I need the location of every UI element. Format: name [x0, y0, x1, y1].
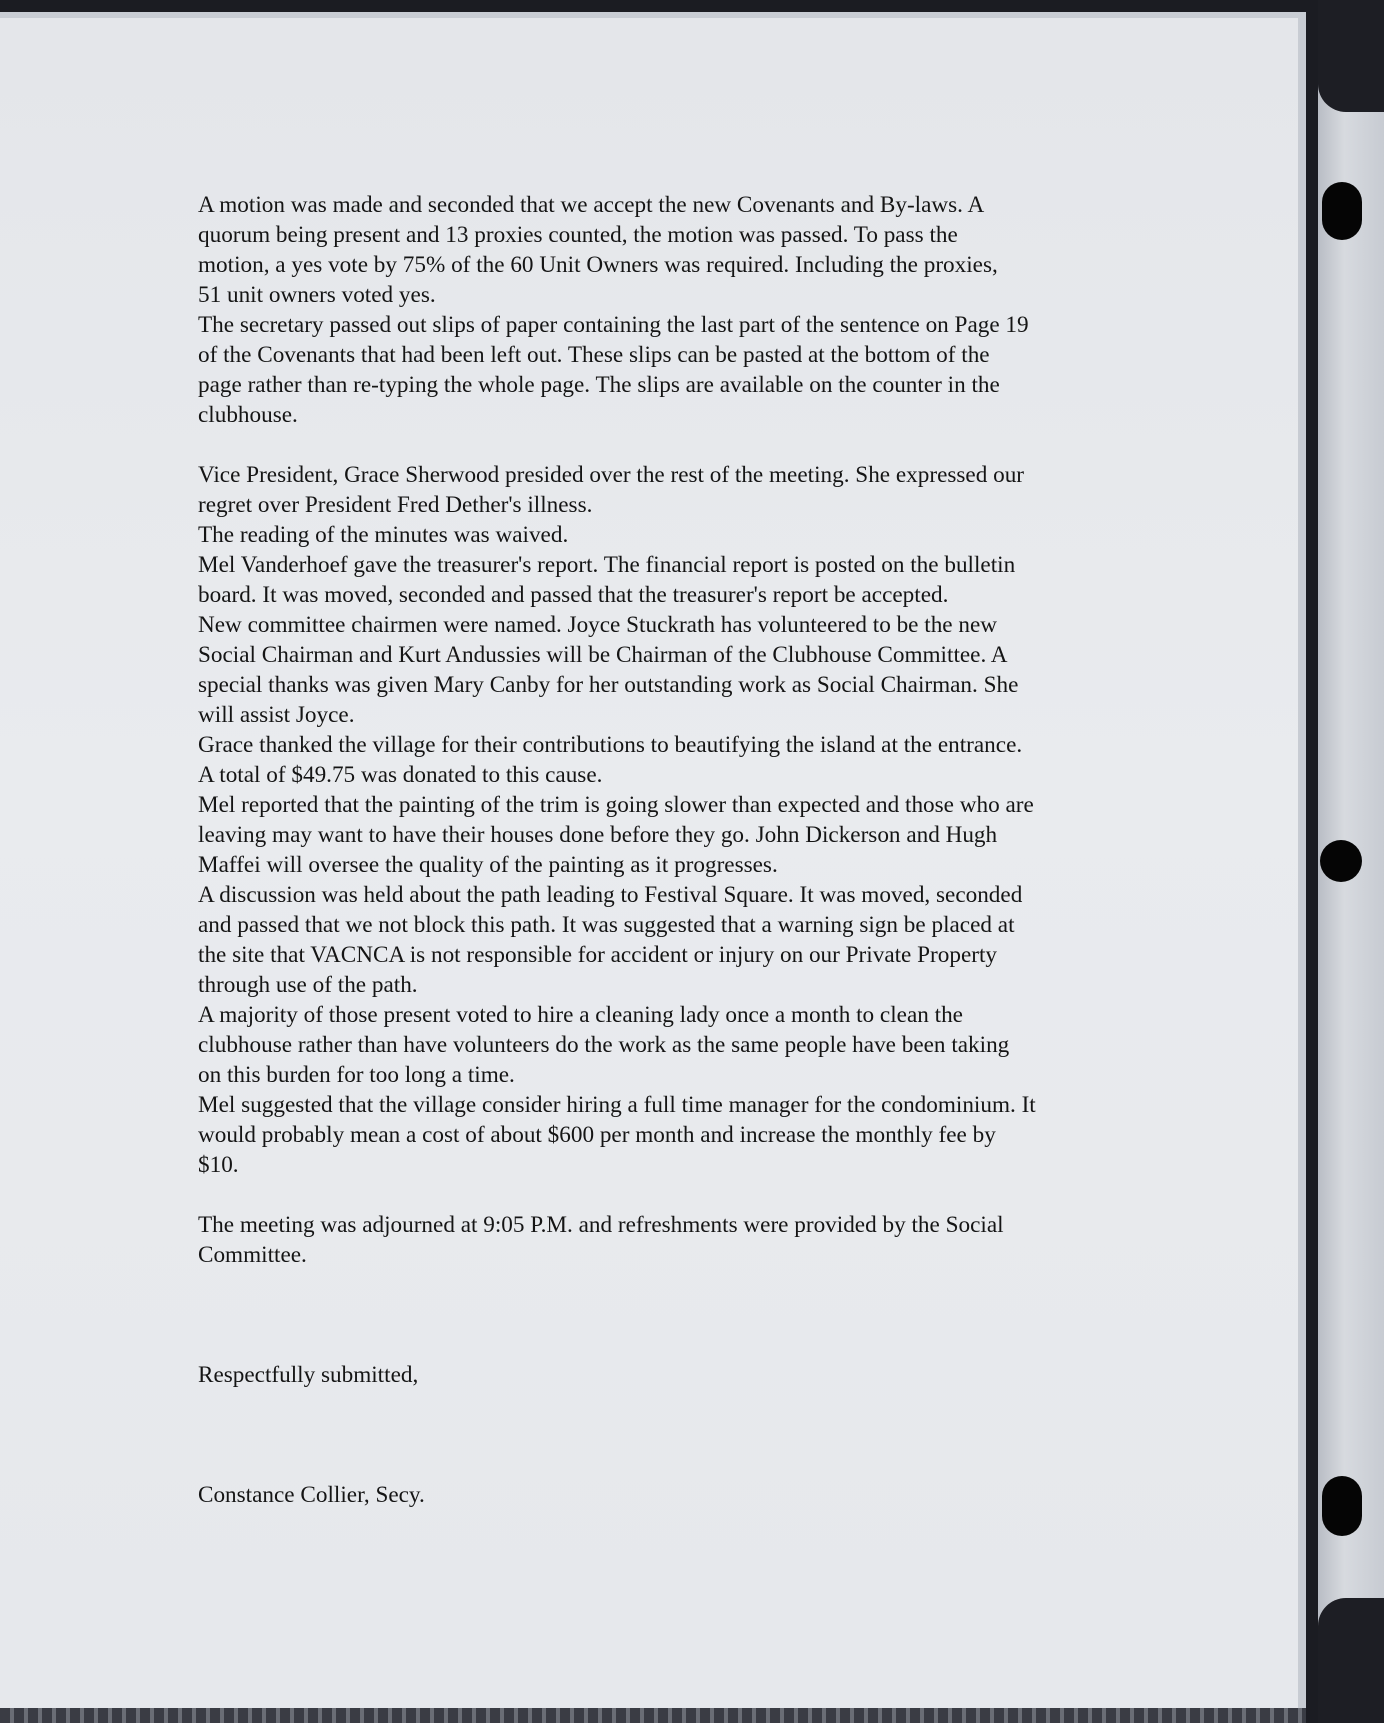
punch-hole-middle [1320, 840, 1362, 882]
punch-hole-top [1322, 182, 1362, 240]
paragraph-painting: Mel reported that the painting of the trim is going slower than expected and those who are leaving may want to have their houses done before they go. John Dickerson and Hugh Maffei will oversee the quality of the painting as it progresses. [198, 792, 1034, 878]
page-bottom-edge [0, 1708, 1306, 1723]
spacer [198, 430, 1128, 460]
paragraph-vice-president: Vice President, Grace Sherwood presided over the rest of the meeting. She expressed our regret over President Fred Dether's illness. [198, 462, 1025, 518]
paragraph-festival-path: A discussion was held about the path leading to Festival Square. It was moved, seconded and passed that we not block this path. It was suggested that a warning sign be placed at the site that VACNCA is not responsible for accident or injury on our Private Property through use of the path. [198, 882, 1023, 998]
closing-line: Respectfully submitted, [198, 1362, 419, 1388]
paragraph-adjourned: The meeting was adjourned at 9:05 P.M. and refreshments were provided by the Social Committee. [198, 1212, 1004, 1268]
spacer [198, 1390, 1128, 1480]
paragraph-treasurer-report: Mel Vanderhoef gave the treasurer's report. The financial report is posted on the bulletin board. It was moved, seconded and passed that the treasurer's report be accepted. [198, 552, 1016, 608]
paragraph-cleaning-lady: A majority of those present voted to hire a cleaning lady once a month to clean the clubhouse rather than have volunteers do the work as the same people have been taking on this burden for too long a time. [198, 1002, 1010, 1088]
paragraph-covenants-motion: A motion was made and seconded that we accept the new Covenants and By-laws. A quorum being present and 13 proxies counted, the motion was passed. To pass the motion, a yes vote by 75% of the 60 Unit Owners was required. Including the proxies, 51 unit owners voted yes. [198, 192, 998, 308]
punch-hole-bottom [1322, 1476, 1362, 1536]
paragraph-island-donations: Grace thanked the village for their contributions to beautifying the island at the entrance. A total of $49.75 was donated to this cause. [198, 732, 1023, 788]
signature-line: Constance Collier, Secy. [198, 1482, 425, 1508]
binder-bottom-tab [1318, 1598, 1384, 1723]
minutes-body [198, 190, 1128, 1510]
paragraph-committee-chairmen: New committee chairmen were named. Joyce Stuckrath has volunteered to be the new Social Chairman and Kurt Andussies will be Chairman of the Clubhouse Committee. A special thanks was given Mary Canby for her outstanding work as Social Chairman. She will assist Joyce. [198, 612, 1019, 728]
paragraph-minutes-waived: The reading of the minutes was waived. [198, 522, 569, 548]
spacer [198, 1270, 1128, 1360]
paragraph-manager: Mel suggested that the village consider hiring a full time manager for the condominium. It would probably mean a cost of about $600 per month and increase the monthly fee by $10. [198, 1092, 1036, 1178]
paragraph-slips: The secretary passed out slips of paper containing the last part of the sentence on Page 19 of the Covenants that had been left out. These slips can be pasted at the bottom of the page rather than re-typing the whole page. The slips are available on the counter in the clubhouse. [198, 312, 1029, 428]
binder-top-tab [1318, 0, 1384, 112]
spacer [198, 1180, 1128, 1210]
